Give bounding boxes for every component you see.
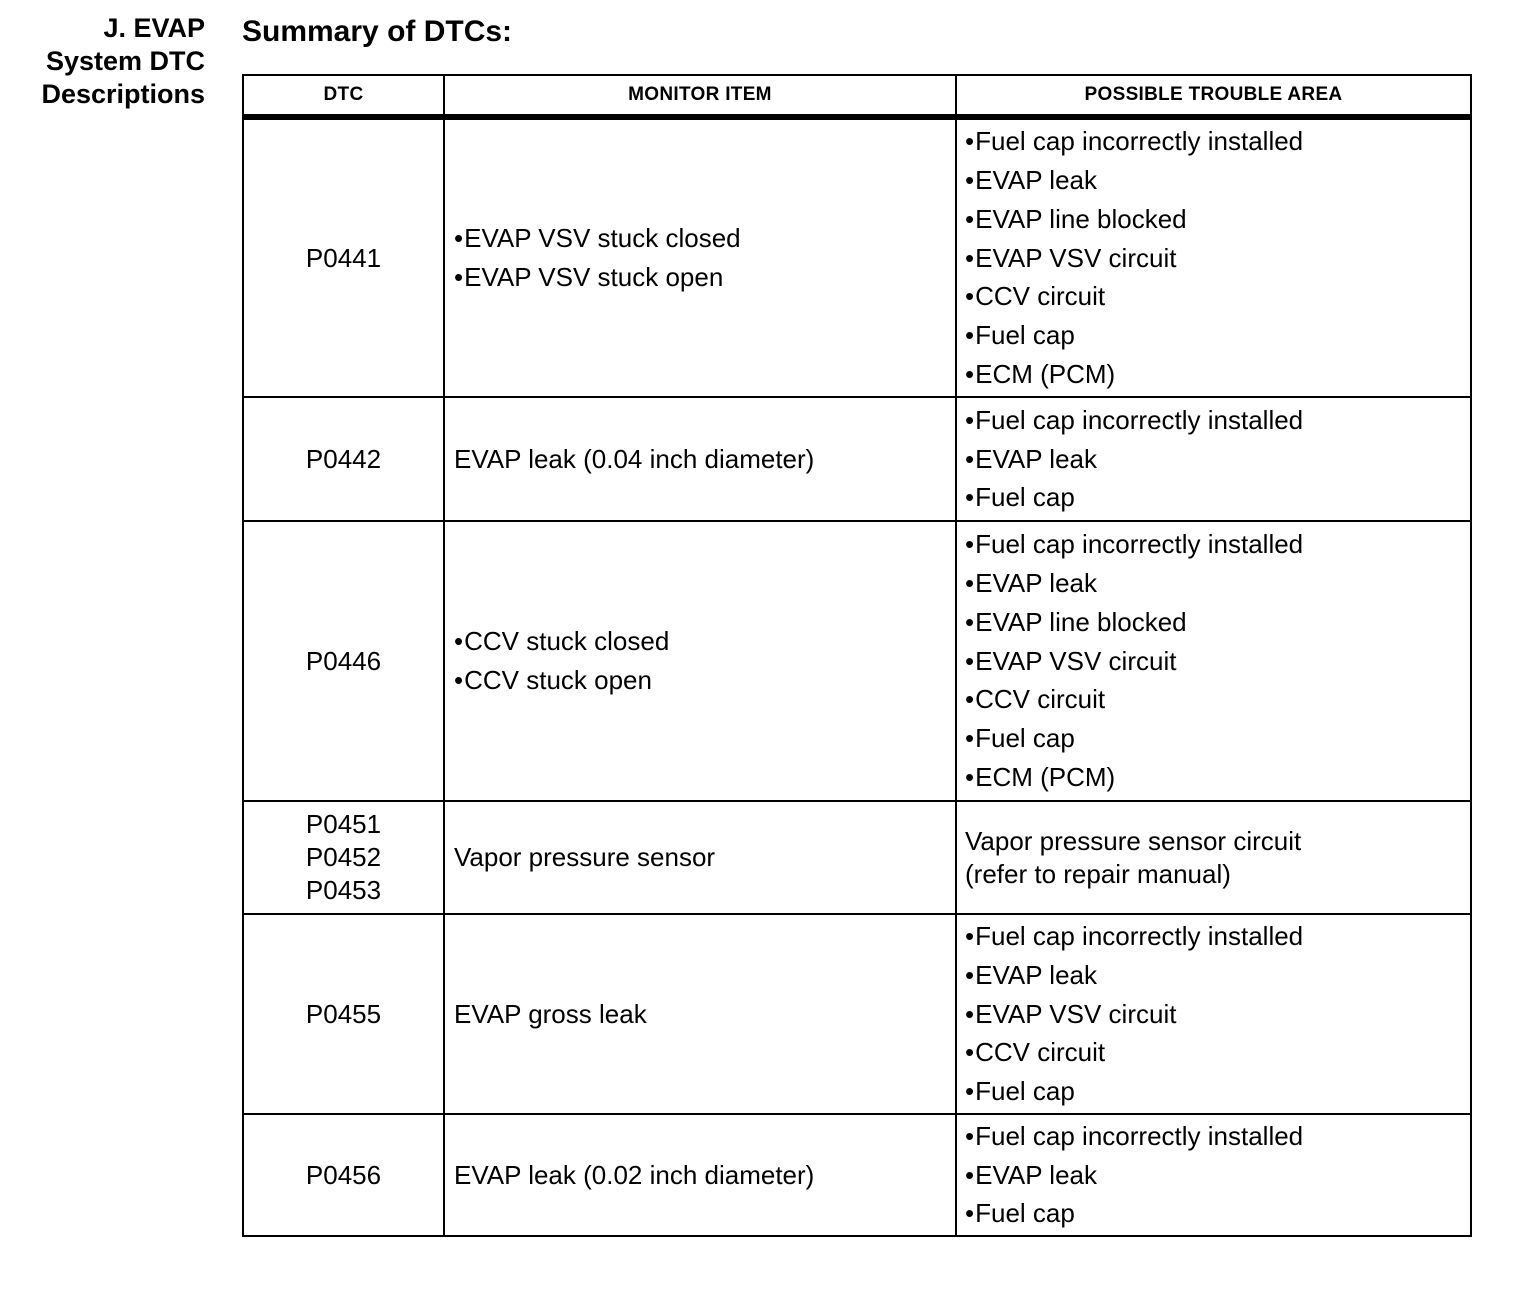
dtc-code: P0453 xyxy=(305,875,382,905)
dtc-code: P0451 xyxy=(305,809,382,839)
trouble-area-line: • Fuel cap incorrectly installed xyxy=(965,525,1470,564)
trouble-area-line: • Fuel cap incorrectly installed xyxy=(965,401,1470,440)
table-header-row xyxy=(243,75,1471,117)
trouble-area-cell xyxy=(956,397,1471,521)
trouble-area-line: • Fuel cap incorrectly installed xyxy=(965,122,1470,161)
trouble-area-cell xyxy=(956,1114,1471,1236)
dtc-cell xyxy=(243,914,444,1114)
trouble-area-line: • EVAP line blocked xyxy=(965,603,1470,642)
trouble-area-line: • EVAP line blocked xyxy=(965,200,1470,239)
trouble-area-line: • EVAP VSV circuit xyxy=(965,995,1470,1034)
dtc-cell xyxy=(243,521,444,801)
trouble-area-line: • EVAP leak xyxy=(965,1156,1470,1195)
trouble-area-line: • Fuel cap xyxy=(965,1194,1470,1233)
trouble-area-line: • Fuel cap xyxy=(965,478,1470,517)
dtc-summary-table xyxy=(242,74,1472,1237)
trouble-area-line: • EVAP VSV circuit xyxy=(965,642,1470,681)
monitor-item-cell xyxy=(444,1114,956,1236)
trouble-area-line: • CCV circuit xyxy=(965,1033,1470,1072)
monitor-item-cell xyxy=(444,117,956,397)
trouble-area-line: • CCV circuit xyxy=(965,680,1470,719)
trouble-area-line: • ECM (PCM) xyxy=(965,355,1470,394)
monitor-item-line: • CCV stuck open xyxy=(454,661,955,700)
dtc-cell xyxy=(243,117,444,397)
trouble-area-line: Vapor pressure sensor circuit xyxy=(965,825,1302,856)
trouble-area-cell xyxy=(956,521,1471,801)
dtc-code: P0455 xyxy=(305,998,382,1029)
section-heading-line: System DTC xyxy=(45,46,205,76)
table-row xyxy=(243,117,1471,397)
trouble-area-line: • EVAP leak xyxy=(965,564,1470,603)
dtc-cell xyxy=(243,1114,444,1236)
dtc-cell xyxy=(243,397,444,521)
table-row xyxy=(243,1114,1471,1236)
trouble-area-line: • EVAP leak xyxy=(965,161,1470,200)
trouble-area-line: • Fuel cap xyxy=(965,1072,1470,1111)
dtc-code: P0456 xyxy=(305,1159,382,1190)
table-row xyxy=(243,521,1471,801)
trouble-area-cell xyxy=(956,801,1471,914)
dtc-code: P0441 xyxy=(305,242,382,273)
monitor-item-line: Vapor pressure sensor xyxy=(454,842,716,873)
table-row xyxy=(243,801,1471,914)
monitor-item-line: EVAP leak (0.04 inch diameter) xyxy=(454,443,815,474)
trouble-area-line: • Fuel cap incorrectly installed xyxy=(965,1117,1470,1156)
monitor-item-line: EVAP gross leak xyxy=(454,998,647,1029)
dtc-code: P0446 xyxy=(305,645,382,676)
monitor-item-cell xyxy=(444,397,956,521)
section-heading-line: Descriptions xyxy=(41,79,205,109)
table-row xyxy=(243,397,1471,521)
trouble-area-line: • Fuel cap xyxy=(965,316,1470,355)
section-heading-line: J. EVAP xyxy=(103,13,205,43)
trouble-area-line: • EVAP leak xyxy=(965,440,1470,479)
monitor-item-line: • EVAP VSV stuck open xyxy=(454,258,955,297)
monitor-item-line: • EVAP VSV stuck closed xyxy=(454,219,955,258)
section-heading xyxy=(0,12,205,111)
column-header-possible-trouble-area: POSSIBLE TROUBLE AREA xyxy=(956,75,1471,117)
column-header-monitor-item: MONITOR ITEM xyxy=(444,75,956,117)
trouble-area-line: • ECM (PCM) xyxy=(965,758,1470,797)
trouble-area-line: (refer to repair manual) xyxy=(965,858,1231,889)
trouble-area-line: • CCV circuit xyxy=(965,277,1470,316)
monitor-item-cell xyxy=(444,914,956,1114)
dtc-code: P0442 xyxy=(305,443,382,474)
trouble-area-line: • Fuel cap xyxy=(965,719,1470,758)
dtc-cell xyxy=(243,801,444,914)
trouble-area-line: • EVAP VSV circuit xyxy=(965,239,1470,278)
trouble-area-cell xyxy=(956,914,1471,1114)
page-title: Summary of DTCs: xyxy=(242,15,513,48)
trouble-area-cell xyxy=(956,117,1471,397)
monitor-item-line: • CCV stuck closed xyxy=(454,622,955,661)
column-header-dtc: DTC xyxy=(243,75,444,117)
monitor-item-line: EVAP leak (0.02 inch diameter) xyxy=(454,1159,815,1190)
dtc-code: P0452 xyxy=(305,842,382,872)
trouble-area-line: • EVAP leak xyxy=(965,956,1470,995)
monitor-item-cell xyxy=(444,521,956,801)
monitor-item-cell xyxy=(444,801,956,914)
table-row xyxy=(243,914,1471,1114)
trouble-area-line: • Fuel cap incorrectly installed xyxy=(965,917,1470,956)
